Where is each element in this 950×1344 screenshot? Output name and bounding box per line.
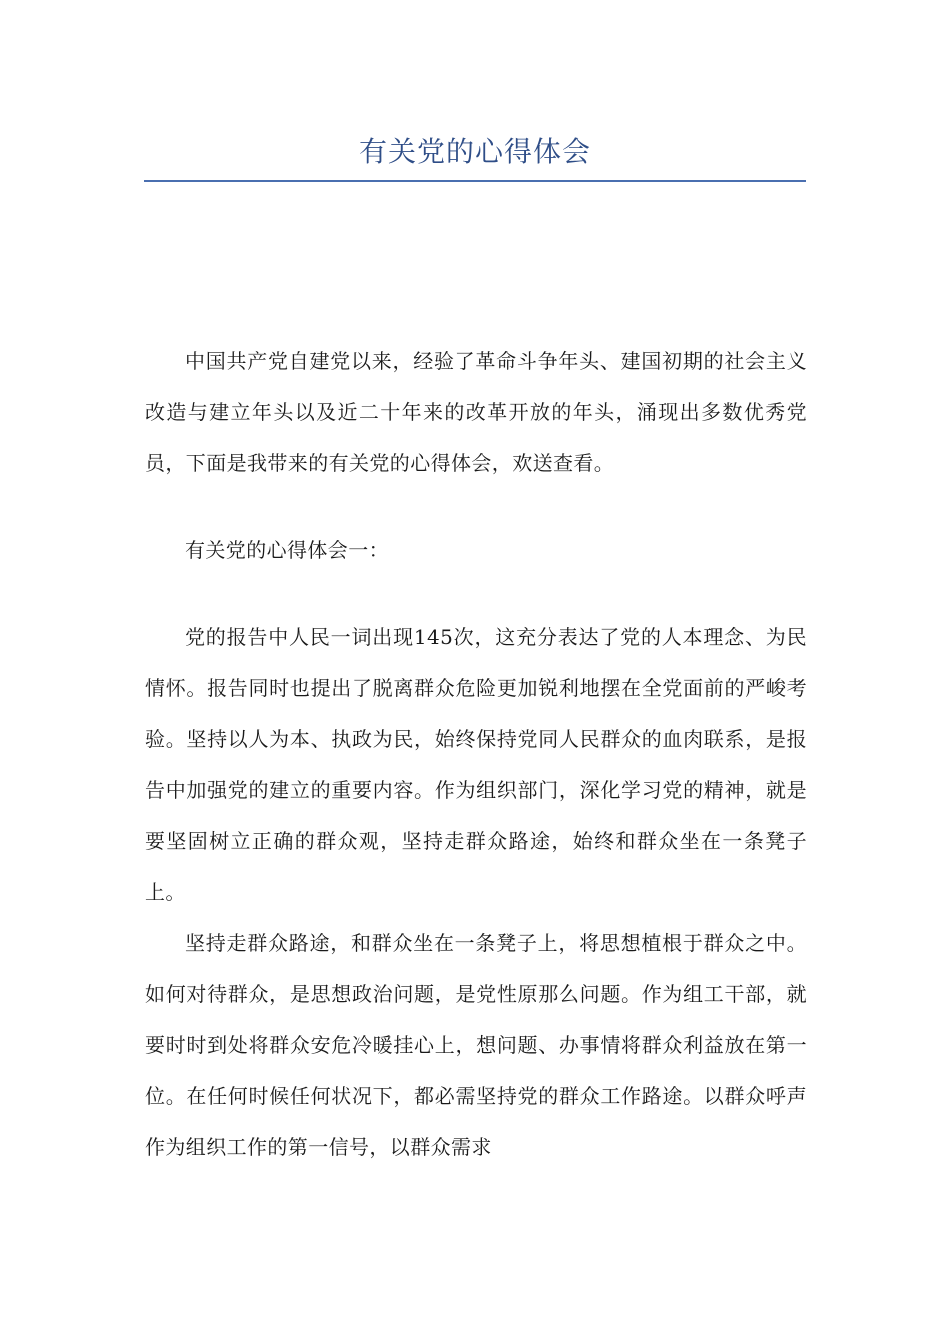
body-paragraph: 党的报告中人民一词出现145次，这充分表达了党的人本理念、为民情怀。报告同时也提出了脱离群众危险更加锐利地摆在全党面前的严峻考验。坚持以人为本、执政为民，始终保持党同人民群众的血肉联系，是报告中加强党的建立的重要内容。作为组织部门，深化学习党的精神，就是要坚固树立正确的群众观，坚持走群众路途，始终和群众坐在一条凳子上。 (145, 625, 807, 904)
section-heading: 有关党的心得体会一： (185, 538, 389, 562)
intro-paragraph: 中国共产党自建党以来，经验了革命斗争年头、建国初期的社会主义改造与建立年头以及近二十年来的改革开放的年头，涌现出多数优秀党员，下面是我带来的有关党的心得体会，欢送查看。 (145, 349, 807, 475)
document-body (145, 336, 807, 1173)
body-paragraph: 坚持走群众路途，和群众坐在一条凳子上，将思想植根于群众之中。如何对待群众，是思想政治问题，是党性原那么问题。作为组工干部，就要时时到处将群众安危冷暖挂心上，想问题、办事情将群众利益放在第一位。在任何时候任何状况下，都必需坚持党的群众工作路途。以群众呼声作为组织工作的第一信号，以群众需求 (145, 931, 807, 1159)
title-underline (144, 180, 806, 182)
document-title: 有关党的心得体会 (358, 135, 591, 168)
